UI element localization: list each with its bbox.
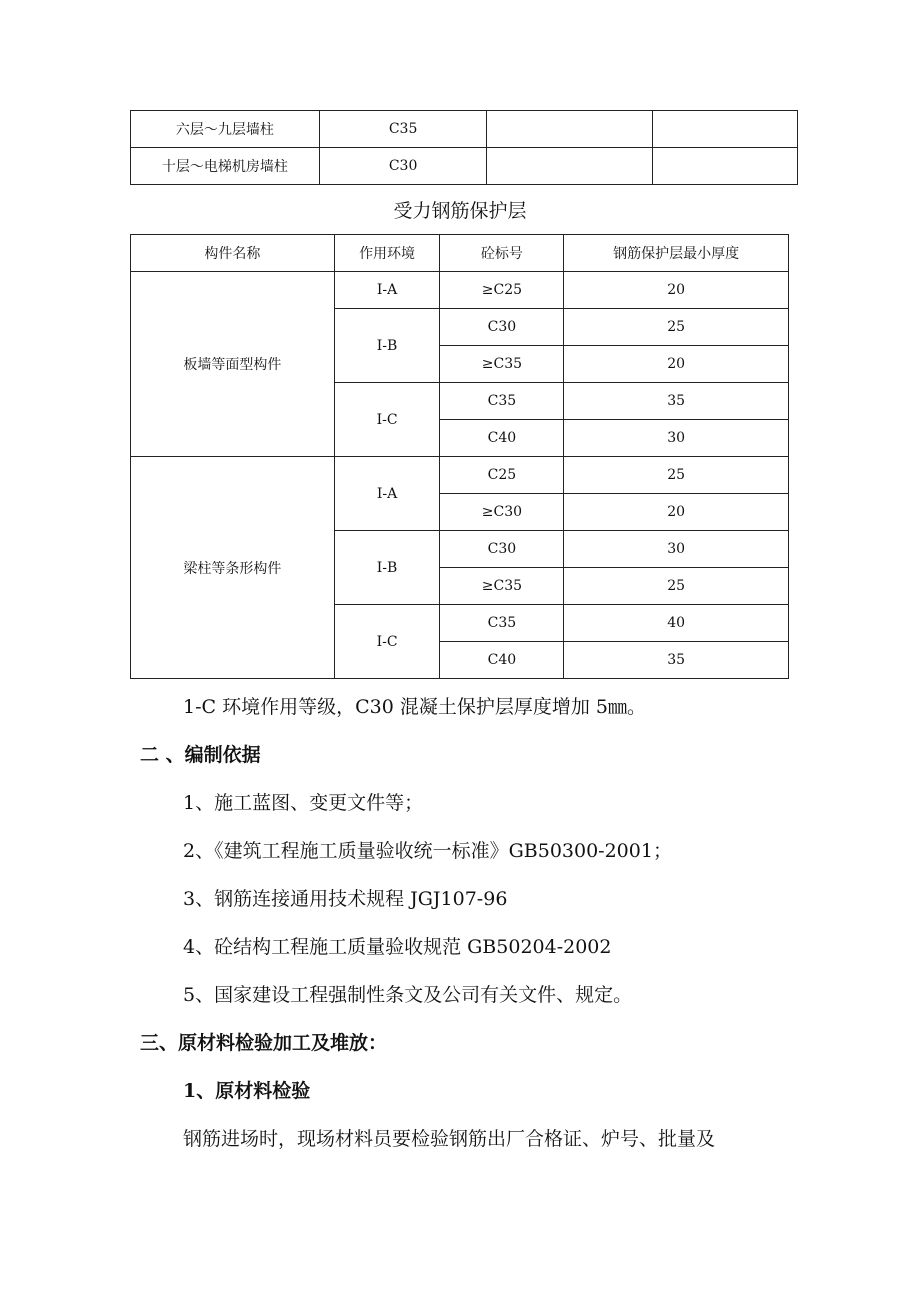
header-cell: 钢筋保护层最小厚度 [564,235,789,272]
empty-cell [653,148,798,185]
part-cell: 六层～九层墙柱 [131,111,320,148]
grade-cell: ≥C30 [440,494,564,531]
thickness-cell: 25 [564,457,789,494]
grade-cell: C35 [440,605,564,642]
table-header-row [131,235,789,272]
thickness-cell: 20 [564,272,789,309]
list-item: 3、钢筋连接通用技术规程 JGJ107-96 [183,888,508,910]
table-row [131,272,789,309]
cover-table [130,234,789,679]
thickness-cell: 35 [564,383,789,420]
env-cell: I-B [334,531,440,605]
table-row [131,111,798,148]
grade-cell: ≥C35 [440,346,564,383]
thickness-cell: 20 [564,494,789,531]
section-heading: 二 、编制依据 [140,744,261,766]
header-cell: 砼标号 [440,235,564,272]
grade-cell: C40 [440,642,564,679]
list-item: 4、砼结构工程施工质量验收规范 GB50204-2002 [183,936,612,958]
header-cell: 作用环境 [334,235,440,272]
thickness-cell: 40 [564,605,789,642]
section-heading: 三、原材料检验加工及堆放： [140,1032,388,1054]
grade-cell: C30 [440,531,564,568]
thickness-cell: 25 [564,568,789,605]
component-cell: 板墙等面型构件 [131,272,335,457]
thickness-cell: 25 [564,309,789,346]
header-cell: 构件名称 [131,235,335,272]
list-item: 2、《建筑工程施工质量验收统一标准》GB50300-2001； [183,840,672,862]
sub-heading: 1、原材料检验 [183,1080,311,1102]
grade-table [130,110,798,185]
table-row [131,457,789,494]
grade-cell: C35 [319,111,487,148]
note-text: 1-C 环境作用等级，C30 混凝土保护层厚度增加 5㎜。 [183,696,646,718]
grade-cell: C25 [440,457,564,494]
thickness-cell: 20 [564,346,789,383]
grade-cell: ≥C25 [440,272,564,309]
empty-cell [487,148,653,185]
grade-cell: ≥C35 [440,568,564,605]
thickness-cell: 30 [564,531,789,568]
env-cell: I-B [334,309,440,383]
list-item: 5、国家建设工程强制性条文及公司有关文件、规定。 [183,984,633,1006]
grade-cell: C30 [319,148,487,185]
thickness-cell: 35 [564,642,789,679]
env-cell: I-C [334,383,440,457]
thickness-cell: 30 [564,420,789,457]
empty-cell [487,111,653,148]
list-item: 1、施工蓝图、变更文件等； [183,792,424,814]
part-cell: 十层～电梯机房墙柱 [131,148,320,185]
env-cell: I-A [334,457,440,531]
body-paragraph: 钢筋进场时，现场材料员要检验钢筋出厂合格证、炉号、批量及 [183,1128,716,1150]
grade-cell: C35 [440,383,564,420]
env-cell: I-A [334,272,440,309]
component-cell: 梁柱等条形构件 [131,457,335,679]
table-row [131,148,798,185]
grade-cell: C30 [440,309,564,346]
empty-cell [653,111,798,148]
env-cell: I-C [334,605,440,679]
grade-cell: C40 [440,420,564,457]
table-caption: 受力钢筋保护层 [393,200,527,222]
